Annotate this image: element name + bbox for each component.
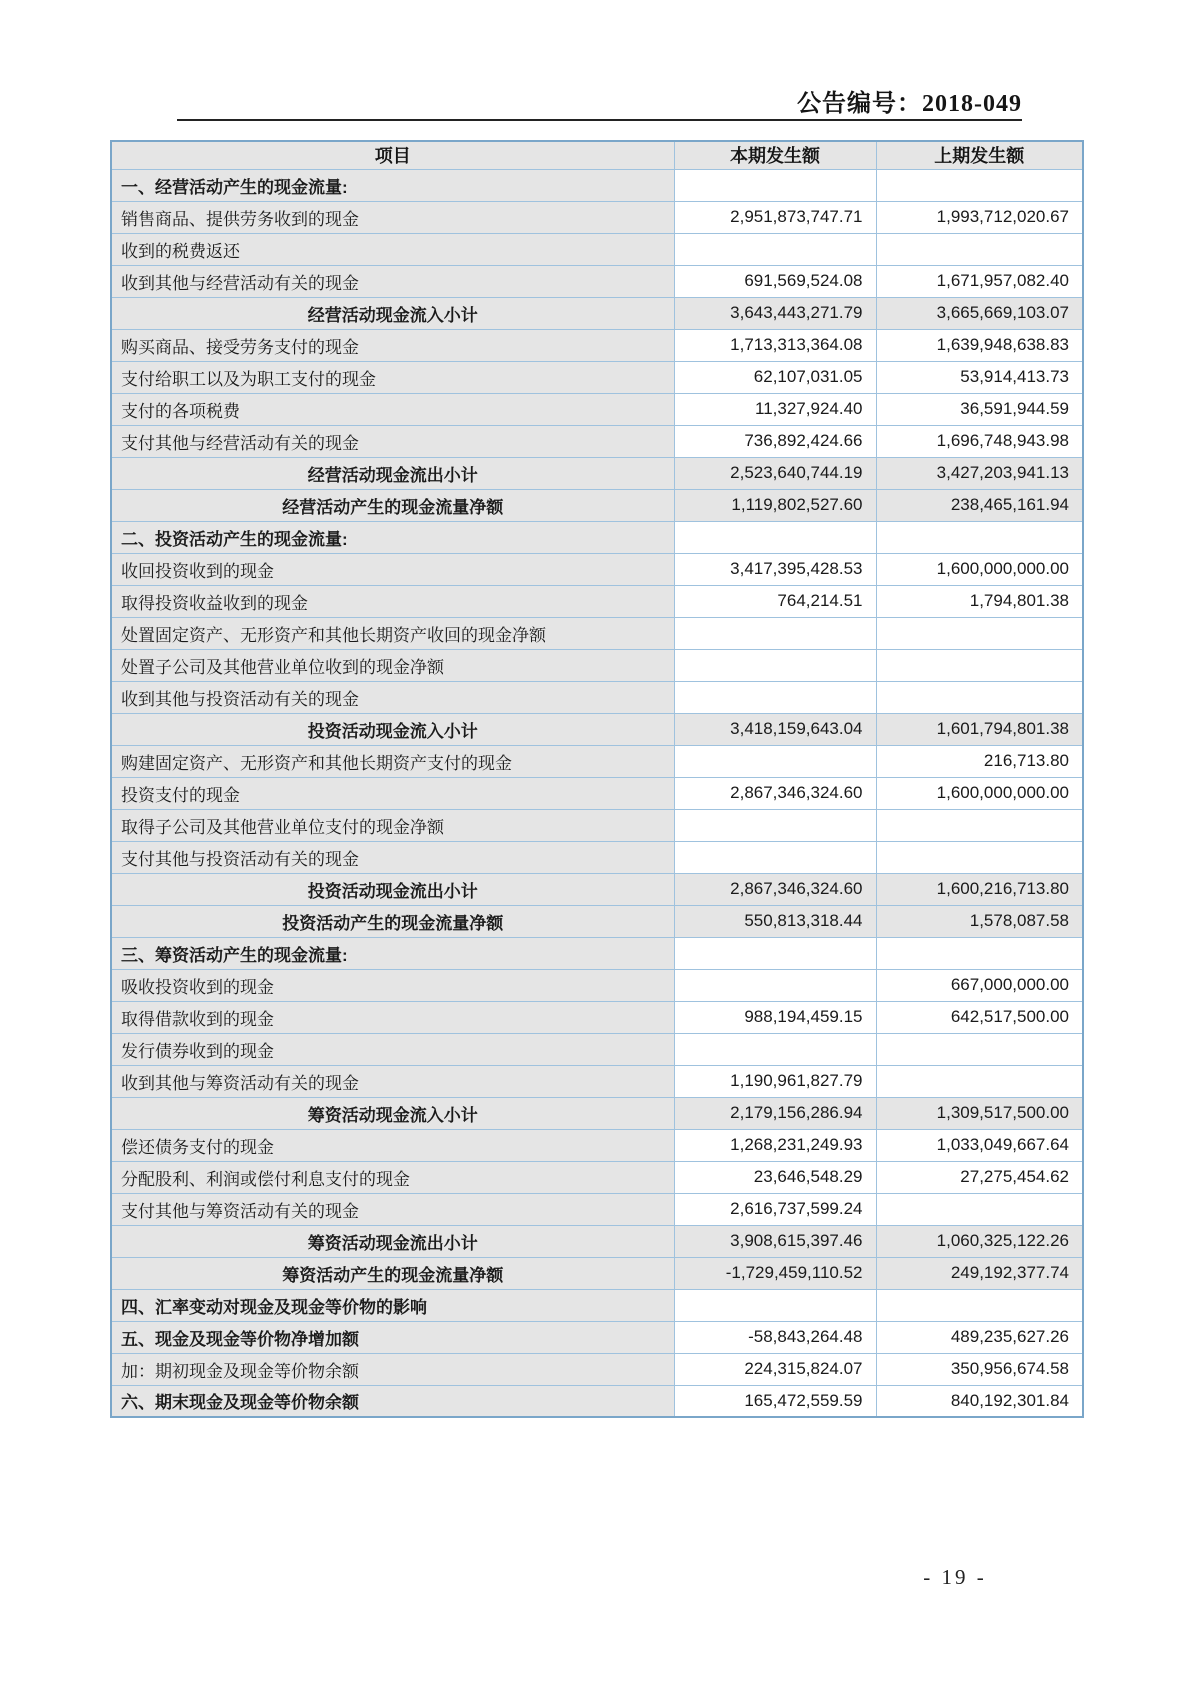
cash-flow-table-body: [111, 169, 1083, 1417]
table-row: [111, 233, 1083, 265]
item-label: 经营活动现金流入小计: [111, 297, 674, 329]
item-label: 二、投资活动产生的现金流量:: [111, 521, 674, 553]
table-row: [111, 649, 1083, 681]
current-period-value: [674, 937, 876, 969]
current-period-value: 691,569,524.08: [674, 265, 876, 297]
current-period-value: [674, 617, 876, 649]
prior-period-value: 1,993,712,020.67: [876, 201, 1083, 233]
table-row: [111, 1257, 1083, 1289]
current-period-value: [674, 681, 876, 713]
prior-period-value: 36,591,944.59: [876, 393, 1083, 425]
prior-period-value: 1,671,957,082.40: [876, 265, 1083, 297]
table-row: [111, 1353, 1083, 1385]
current-period-value: 11,327,924.40: [674, 393, 876, 425]
item-label: 取得借款收到的现金: [111, 1001, 674, 1033]
item-label: 六、期末现金及现金等价物余额: [111, 1385, 674, 1417]
current-period-value: 165,472,559.59: [674, 1385, 876, 1417]
prior-period-value: 1,601,794,801.38: [876, 713, 1083, 745]
prior-period-value: 489,235,627.26: [876, 1321, 1083, 1353]
table-row: [111, 169, 1083, 201]
prior-period-value: 1,639,948,638.83: [876, 329, 1083, 361]
item-label: 筹资活动现金流出小计: [111, 1225, 674, 1257]
prior-period-value: 3,665,669,103.07: [876, 297, 1083, 329]
current-period-value: 2,179,156,286.94: [674, 1097, 876, 1129]
table-row: [111, 905, 1083, 937]
prior-period-value: 667,000,000.00: [876, 969, 1083, 1001]
prior-period-value: 27,275,454.62: [876, 1161, 1083, 1193]
item-label: 分配股利、利润或偿付利息支付的现金: [111, 1161, 674, 1193]
prior-period-value: [876, 681, 1083, 713]
item-label: 投资活动现金流出小计: [111, 873, 674, 905]
table-row: [111, 329, 1083, 361]
prior-period-value: 1,033,049,667.64: [876, 1129, 1083, 1161]
current-period-value: [674, 841, 876, 873]
prior-period-value: [876, 1033, 1083, 1065]
item-label: 经营活动产生的现金流量净额: [111, 489, 674, 521]
prior-period-value: [876, 169, 1083, 201]
item-label: 收回投资收到的现金: [111, 553, 674, 585]
table-row: [111, 745, 1083, 777]
item-label: 处置固定资产、无形资产和其他长期资产收回的现金净额: [111, 617, 674, 649]
prior-period-value: [876, 617, 1083, 649]
current-period-value: 2,616,737,599.24: [674, 1193, 876, 1225]
current-period-value: 2,951,873,747.71: [674, 201, 876, 233]
current-period-value: [674, 1289, 876, 1321]
item-label: 筹资活动现金流入小计: [111, 1097, 674, 1129]
prior-period-value: 1,600,000,000.00: [876, 777, 1083, 809]
item-label: 筹资活动产生的现金流量净额: [111, 1257, 674, 1289]
prior-period-value: 1,060,325,122.26: [876, 1225, 1083, 1257]
current-period-value: 1,268,231,249.93: [674, 1129, 876, 1161]
current-period-value: -1,729,459,110.52: [674, 1257, 876, 1289]
table-row: [111, 297, 1083, 329]
header-divider: [177, 119, 1022, 121]
prior-period-value: [876, 1065, 1083, 1097]
table-row: [111, 777, 1083, 809]
announcement-number: 公告编号：2018-049: [797, 91, 1022, 117]
item-label: 支付给职工以及为职工支付的现金: [111, 361, 674, 393]
current-period-value: 1,119,802,527.60: [674, 489, 876, 521]
prior-period-value: 350,956,674.58: [876, 1353, 1083, 1385]
item-label: 收到其他与投资活动有关的现金: [111, 681, 674, 713]
table-row: [111, 1129, 1083, 1161]
table-row: [111, 873, 1083, 905]
item-label: 支付其他与经营活动有关的现金: [111, 425, 674, 457]
item-label: 收到的税费返还: [111, 233, 674, 265]
current-period-value: 1,190,961,827.79: [674, 1065, 876, 1097]
item-label: 发行债券收到的现金: [111, 1033, 674, 1065]
current-period-value: [674, 521, 876, 553]
table-row: [111, 425, 1083, 457]
table-row: [111, 265, 1083, 297]
page-number: - 19 -: [923, 1565, 987, 1589]
table-row: [111, 1289, 1083, 1321]
item-label: 处置子公司及其他营业单位收到的现金净额: [111, 649, 674, 681]
item-label: 支付的各项税费: [111, 393, 674, 425]
current-period-value: 224,315,824.07: [674, 1353, 876, 1385]
table-row: [111, 1097, 1083, 1129]
table-row: [111, 841, 1083, 873]
table-row: [111, 1065, 1083, 1097]
item-label: 经营活动现金流出小计: [111, 457, 674, 489]
current-period-value: 764,214.51: [674, 585, 876, 617]
table-row: [111, 1001, 1083, 1033]
table-row: [111, 1033, 1083, 1065]
prior-period-value: 216,713.80: [876, 745, 1083, 777]
item-label: 支付其他与筹资活动有关的现金: [111, 1193, 674, 1225]
current-period-value: [674, 233, 876, 265]
prior-period-value: [876, 809, 1083, 841]
prior-period-value: 238,465,161.94: [876, 489, 1083, 521]
current-period-value: [674, 809, 876, 841]
table-row: [111, 1385, 1083, 1417]
current-period-value: [674, 745, 876, 777]
prior-period-value: 1,578,087.58: [876, 905, 1083, 937]
prior-period-value: 1,309,517,500.00: [876, 1097, 1083, 1129]
table-row: [111, 617, 1083, 649]
table-row: [111, 681, 1083, 713]
table-row: [111, 1225, 1083, 1257]
table-row: [111, 201, 1083, 233]
item-label: 支付其他与投资活动有关的现金: [111, 841, 674, 873]
prior-period-value: 1,600,216,713.80: [876, 873, 1083, 905]
prior-period-value: 3,427,203,941.13: [876, 457, 1083, 489]
item-label: 销售商品、提供劳务收到的现金: [111, 201, 674, 233]
item-label: 三、筹资活动产生的现金流量:: [111, 937, 674, 969]
table-row: [111, 1161, 1083, 1193]
current-period-value: 62,107,031.05: [674, 361, 876, 393]
item-label: 收到其他与筹资活动有关的现金: [111, 1065, 674, 1097]
prior-period-value: [876, 1193, 1083, 1225]
item-label: 偿还债务支付的现金: [111, 1129, 674, 1161]
table-row: [111, 1321, 1083, 1353]
table-header-row: [111, 141, 1083, 169]
current-period-value: 3,418,159,643.04: [674, 713, 876, 745]
cash-flow-table: [110, 140, 1084, 1418]
table-row: [111, 521, 1083, 553]
current-period-value: [674, 1033, 876, 1065]
prior-period-value: 249,192,377.74: [876, 1257, 1083, 1289]
current-period-value: 23,646,548.29: [674, 1161, 876, 1193]
item-label: 吸收投资收到的现金: [111, 969, 674, 1001]
current-period-value: 550,813,318.44: [674, 905, 876, 937]
current-period-value: 988,194,459.15: [674, 1001, 876, 1033]
item-label: 投资活动现金流入小计: [111, 713, 674, 745]
table-row: [111, 1193, 1083, 1225]
prior-period-value: [876, 233, 1083, 265]
column-header-item: 项目: [111, 141, 674, 169]
table-row: [111, 713, 1083, 745]
prior-period-value: [876, 649, 1083, 681]
prior-period-value: 53,914,413.73: [876, 361, 1083, 393]
current-period-value: 1,713,313,364.08: [674, 329, 876, 361]
table-row: [111, 585, 1083, 617]
item-label: 购建固定资产、无形资产和其他长期资产支付的现金: [111, 745, 674, 777]
prior-period-value: 1,794,801.38: [876, 585, 1083, 617]
prior-period-value: [876, 841, 1083, 873]
table-row: [111, 457, 1083, 489]
prior-period-value: [876, 521, 1083, 553]
current-period-value: 2,867,346,324.60: [674, 777, 876, 809]
table-row: [111, 361, 1083, 393]
item-label: 投资支付的现金: [111, 777, 674, 809]
prior-period-value: [876, 937, 1083, 969]
item-label: 取得子公司及其他营业单位支付的现金净额: [111, 809, 674, 841]
prior-period-value: [876, 1289, 1083, 1321]
current-period-value: [674, 169, 876, 201]
current-period-value: [674, 969, 876, 1001]
current-period-value: 2,867,346,324.60: [674, 873, 876, 905]
item-label: 投资活动产生的现金流量净额: [111, 905, 674, 937]
item-label: 收到其他与经营活动有关的现金: [111, 265, 674, 297]
table-row: [111, 393, 1083, 425]
table-row: [111, 489, 1083, 521]
item-label: 五、现金及现金等价物净增加额: [111, 1321, 674, 1353]
table-row: [111, 969, 1083, 1001]
column-header-prior-period: 上期发生额: [876, 141, 1083, 169]
table-row: [111, 553, 1083, 585]
current-period-value: 3,417,395,428.53: [674, 553, 876, 585]
item-label: 加：期初现金及现金等价物余额: [111, 1353, 674, 1385]
prior-period-value: 840,192,301.84: [876, 1385, 1083, 1417]
prior-period-value: 1,696,748,943.98: [876, 425, 1083, 457]
current-period-value: 3,643,443,271.79: [674, 297, 876, 329]
item-label: 一、经营活动产生的现金流量:: [111, 169, 674, 201]
column-header-current-period: 本期发生额: [674, 141, 876, 169]
item-label: 四、汇率变动对现金及现金等价物的影响: [111, 1289, 674, 1321]
current-period-value: [674, 649, 876, 681]
table-row: [111, 809, 1083, 841]
item-label: 取得投资收益收到的现金: [111, 585, 674, 617]
current-period-value: 736,892,424.66: [674, 425, 876, 457]
current-period-value: 3,908,615,397.46: [674, 1225, 876, 1257]
current-period-value: -58,843,264.48: [674, 1321, 876, 1353]
prior-period-value: 642,517,500.00: [876, 1001, 1083, 1033]
item-label: 购买商品、接受劳务支付的现金: [111, 329, 674, 361]
prior-period-value: 1,600,000,000.00: [876, 553, 1083, 585]
current-period-value: 2,523,640,744.19: [674, 457, 876, 489]
table-row: [111, 937, 1083, 969]
